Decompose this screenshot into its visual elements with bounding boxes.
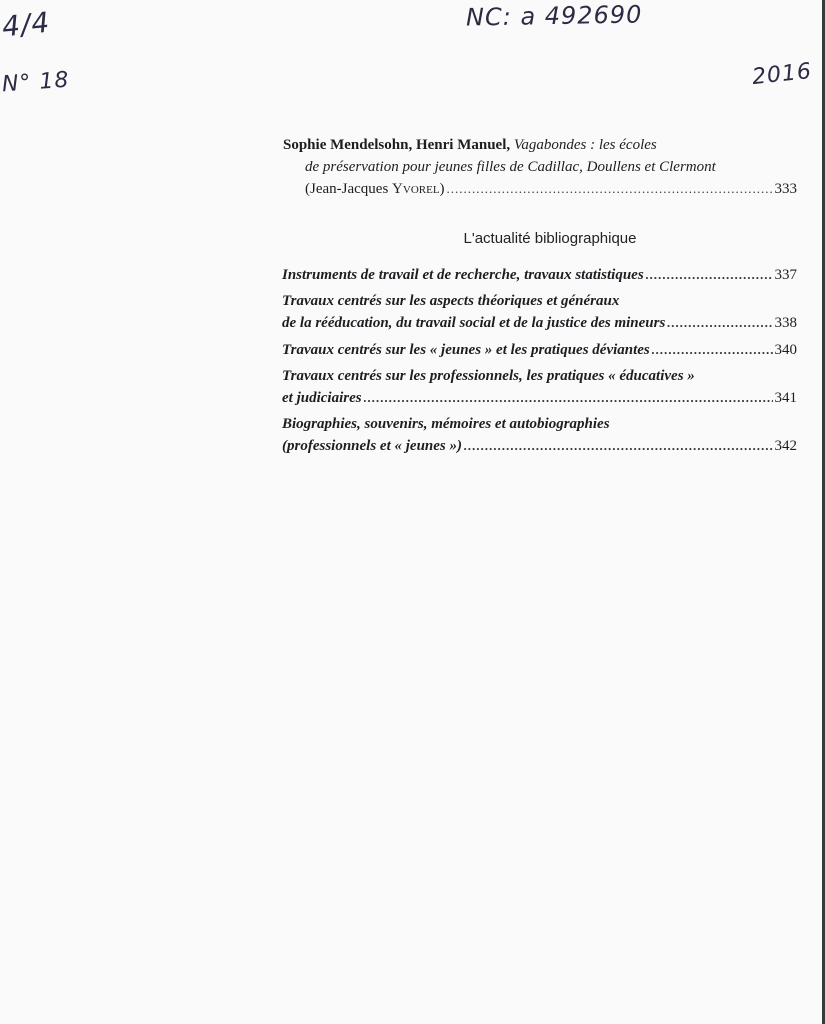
biblio-entry: Travaux centrés sur les professionnels, les pratiques « éducatives » et judiciaires ..... 341	[282, 366, 797, 409]
handwritten-year: 2016	[750, 58, 814, 91]
leader-dots	[667, 312, 772, 333]
review-reviewer: (Jean-Jacques Yvorel)	[305, 181, 445, 197]
review-authors: Sophie Mendelsohn, Henri Manuel,	[283, 137, 511, 153]
leader-dots	[646, 264, 773, 285]
page-number: 338	[774, 315, 797, 331]
page-number: 340	[774, 342, 797, 358]
review-title-line2: de préservation pour jeunes filles de Cadillac, Doullens et Clermont	[305, 159, 716, 175]
bibliography-list	[282, 264, 797, 462]
handwritten-fraction: 4/4	[0, 5, 52, 44]
leader-dots	[464, 435, 773, 456]
page-number: 337	[774, 267, 797, 283]
handwritten-catalog-code: NC: a 492690	[465, 0, 643, 32]
leader-dots	[364, 387, 773, 408]
biblio-entry: Travaux centrés sur les aspects théoriques et généraux de la rééducation, du travail social et de la justice des mineurs ..... 338	[282, 291, 797, 334]
biblio-entry: Instruments de travail et de recherche, travaux statistiques ..... 337	[282, 264, 797, 286]
bleed-through-text	[335, 490, 342, 516]
leader-dots	[447, 178, 773, 200]
handwritten-issue-number: N° 18	[1, 67, 71, 98]
biblio-entry: Biographies, souvenirs, mémoires et autobiographies (professionnels et « jeunes ») ..... 342	[282, 414, 797, 457]
review-title-line1: Vagabondes : les écoles	[513, 137, 657, 153]
review-entry	[283, 134, 797, 200]
leader-dots	[652, 339, 773, 360]
page-number: 342	[774, 438, 797, 454]
page-number: 333	[774, 181, 797, 197]
page-number: 341	[774, 390, 797, 406]
section-title: L'actualité bibliographique	[463, 230, 637, 247]
biblio-entry: Travaux centrés sur les « jeunes » et les pratiques déviantes ..... 340	[282, 339, 797, 361]
